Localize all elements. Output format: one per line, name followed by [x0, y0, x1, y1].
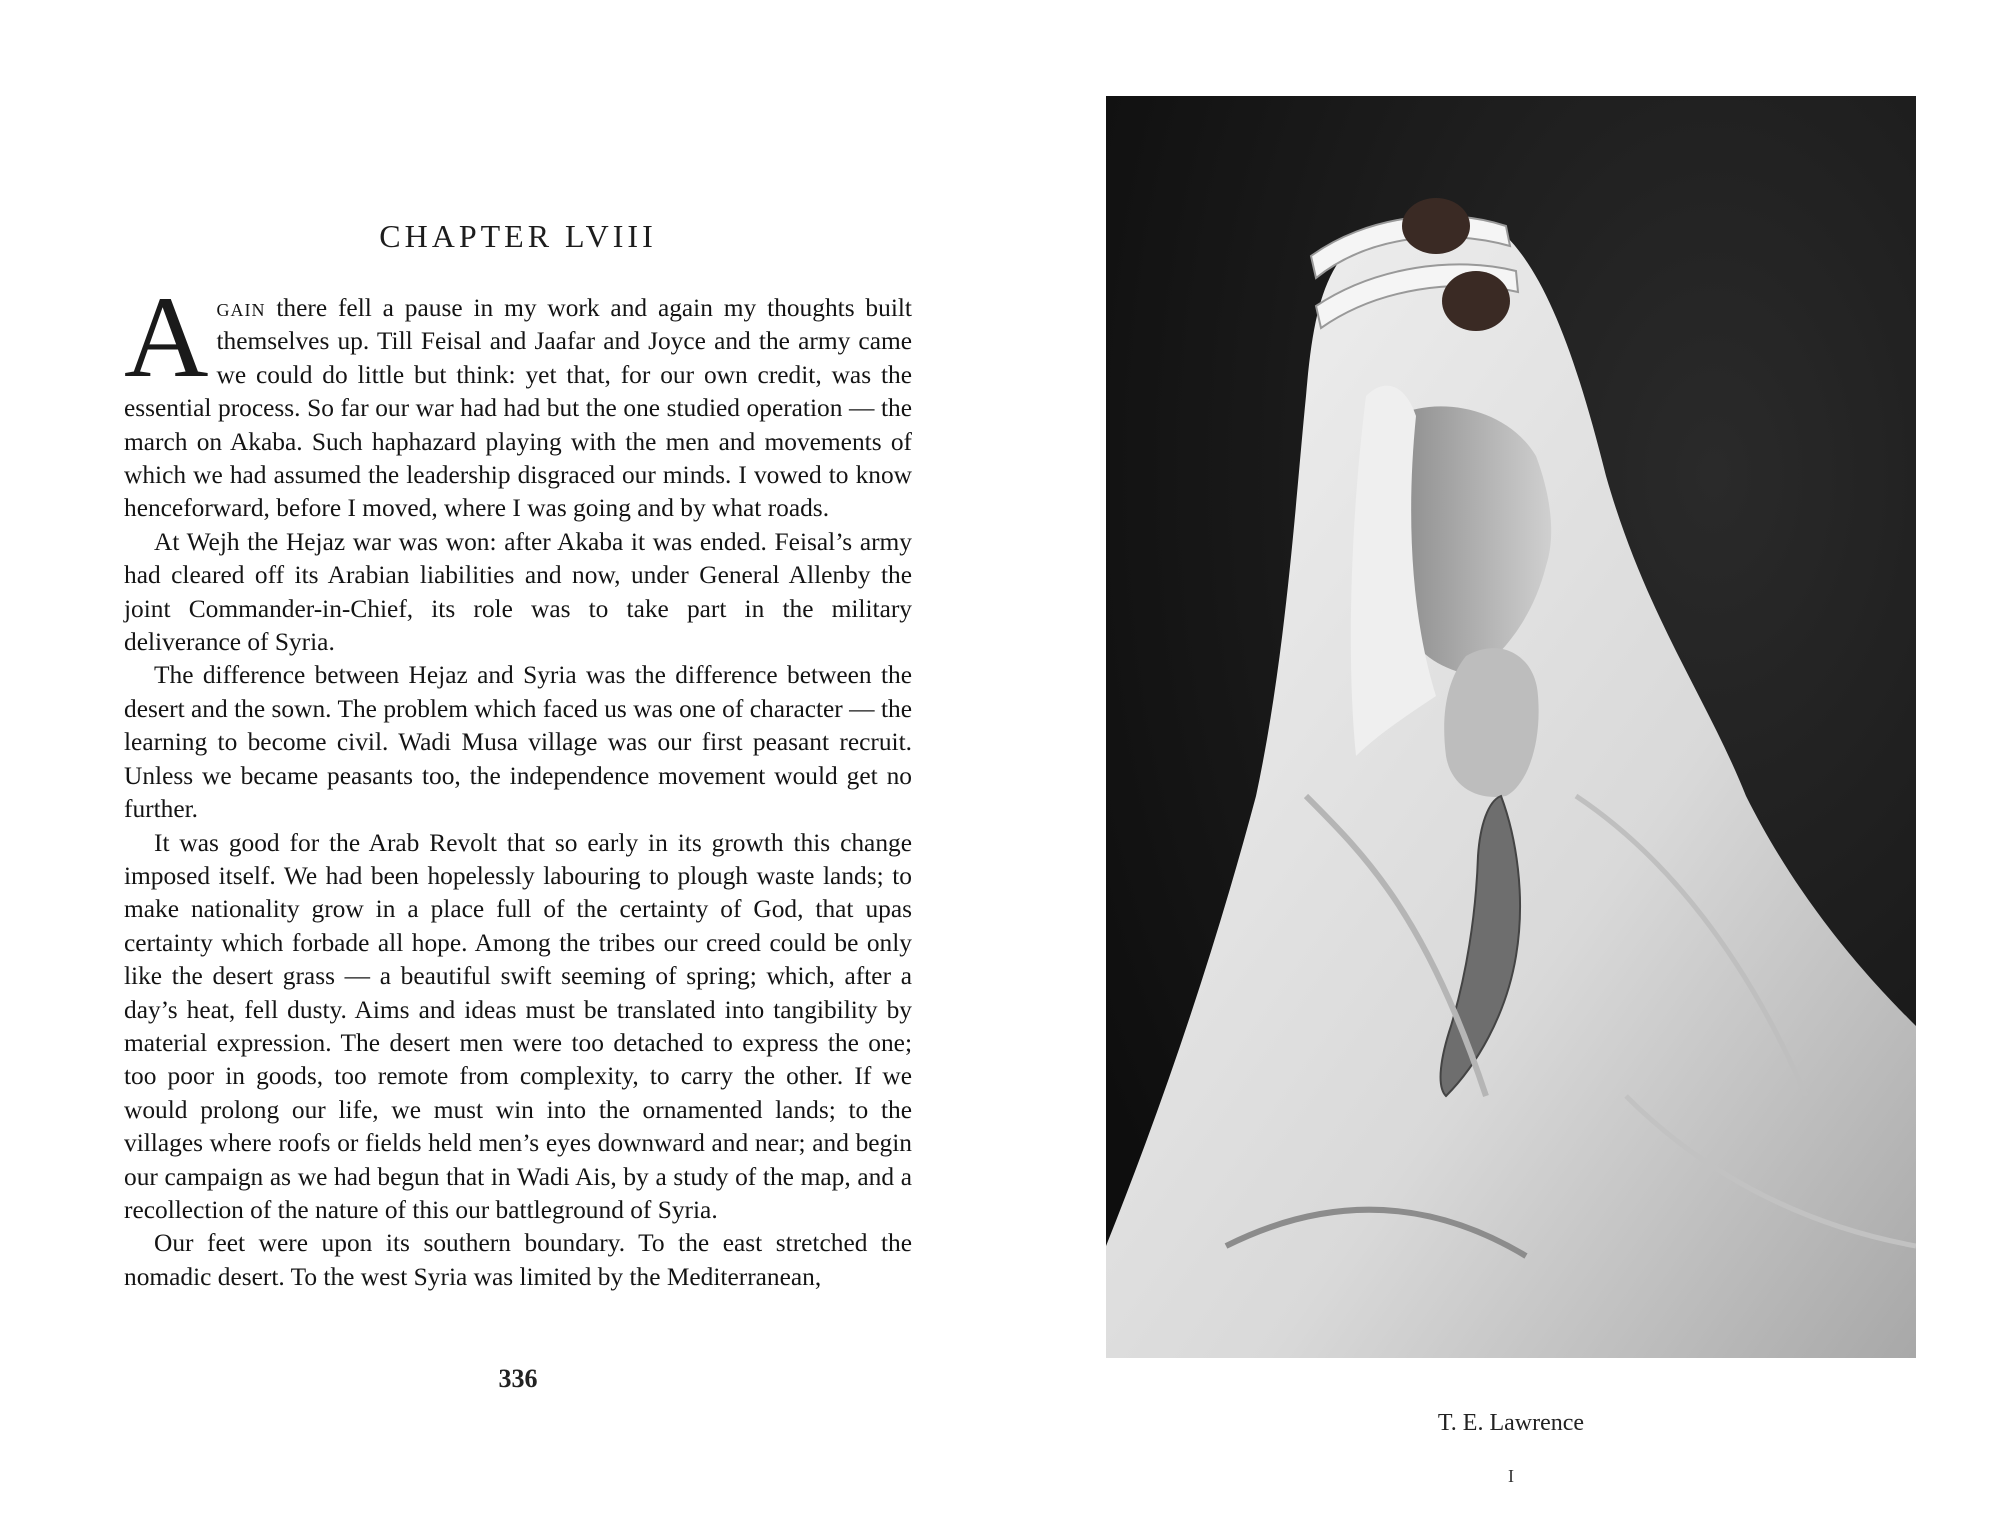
paragraph-2: At Wejh the Hejaz war was won: after Akaba it was ended. Feisal’s army had cleared off its Arabian liabilities and now, under General Allenby the joint Commander-in-Chief, its role was to take part in the military deliverance of Syria.: [124, 527, 912, 657]
first-word-rest: gain: [216, 294, 266, 322]
paragraph-3: The difference between Hejaz and Syria was the difference between the desert and the sown. The problem which faced us was one of character — the learning to become civil. Wadi Musa village was our first peasant recruit. Unless we became peasants too, the independence movement would get no further.: [124, 661, 912, 824]
portrait-photo: [1106, 96, 1916, 1358]
chapter-body: [124, 273, 912, 1294]
paragraph-5: Our feet were upon its southern boundary. To the east stretched the nomadic desert. To the west Syria was limited by the Mediterranean,: [124, 1229, 912, 1291]
chapter-title: CHAPTER LVIII: [379, 218, 657, 254]
page-number: 336: [498, 1364, 538, 1393]
plate-number: I: [1508, 1466, 1514, 1486]
paragraph-1: [124, 273, 912, 526]
paragraph-1-text: there fell a pause in my work and again my thoughts built themselves up. Till Feisal and Jaafar and Joyce and the army came we could do little but think: yet that, for our own credit, was the essential process. So far our war had had but the one studied operation — the march on Akaba. Such haphazard playing with the men and movements of which we had assumed the leadership disgraced our minds. I vowed to know henceforward, before I moved, where I was going and by what roads.: [124, 294, 912, 523]
photo-caption: T. E. Lawrence: [1437, 1410, 1585, 1436]
right-page: [1106, 0, 1916, 1540]
paragraph-4: It was good for the Arab Revolt that so early in its growth this change imposed itself. We had been hopelessly labouring to plough waste lands; to make nationality grow in a place full of the certainty of God, that upas certainty which forbade all hope. Among the tribes our creed could be only like the desert grass — a beautiful swift seeming of spring; which, after a day’s heat, fell dusty. Aims and ideas must be translated into tangibility by material expression. The desert men were too detached to express the one; too poor in goods, too remote from complexity, to carry the other. If we would prolong our life, we must win into the ornamented lands; to the villages where roofs or fields held men’s eyes downward and near; and begin our campaign as we had begun that in Wadi Ais, by a study of the map, and a recollection of the nature of this our battleground of Syria.: [124, 828, 912, 1224]
portrait-illustration: [1106, 96, 1916, 1358]
drop-cap: A: [124, 273, 209, 402]
left-page: [124, 0, 912, 1540]
